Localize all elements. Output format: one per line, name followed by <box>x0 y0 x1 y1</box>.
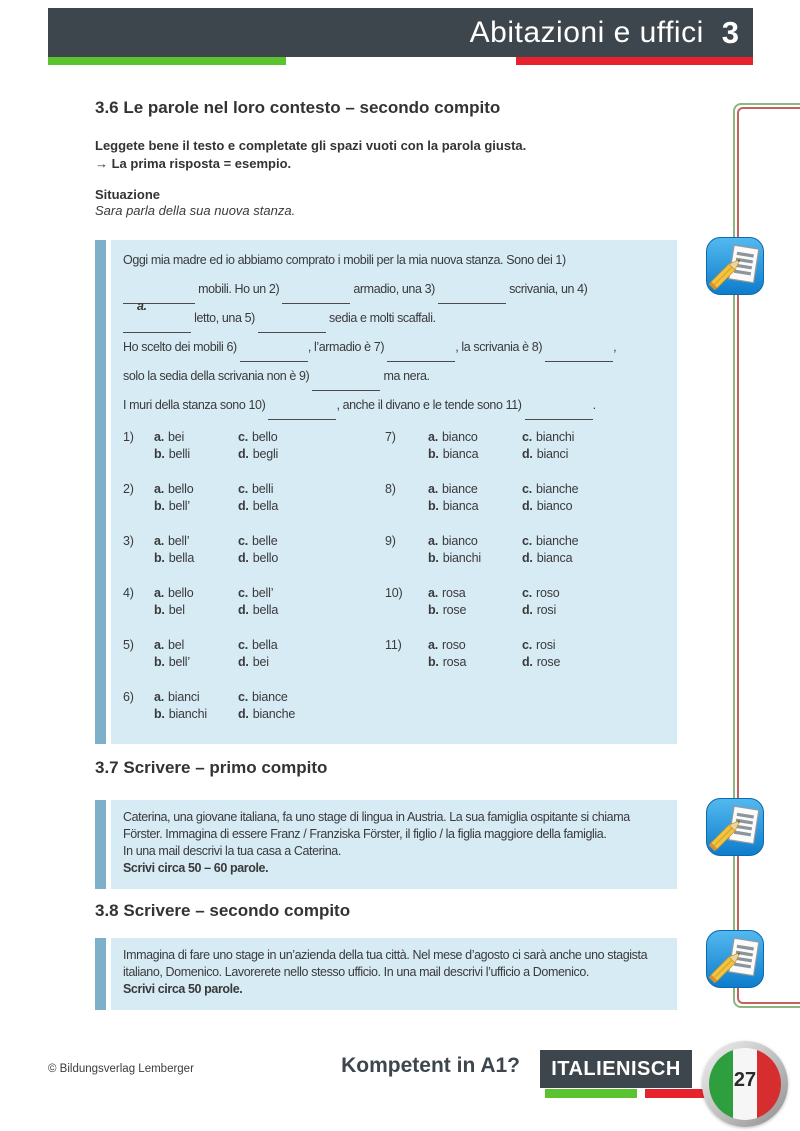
answer-blank <box>545 350 613 363</box>
option-line <box>154 585 238 602</box>
option-line <box>428 533 522 550</box>
situation-label: Situazione <box>95 187 161 202</box>
option-word: roso <box>442 638 466 652</box>
paragraph-text: I muri della stanza sono 10) <box>123 398 269 412</box>
option-group-cd <box>522 585 560 619</box>
option-word: bianchi <box>168 707 207 721</box>
option-line <box>238 689 295 706</box>
series-title: Kompetent in A1? <box>341 1054 520 1077</box>
option-line <box>522 498 578 515</box>
option-word: belli <box>168 447 190 461</box>
option-item <box>385 585 669 619</box>
task-text-line: Caterina, una giovane italiana, fa uno stage di lingua in Austria. La sua famiglia ospitante si chiama <box>123 810 630 824</box>
option-letter: b. <box>154 551 165 565</box>
copyright-text: © Bildungsverlag Lemberger <box>48 1063 194 1075</box>
instruction-line: → La prima risposta = esempio. <box>95 156 292 171</box>
option-line <box>154 550 238 567</box>
option-line <box>154 481 238 498</box>
option-word: bianca <box>442 499 479 513</box>
option-word: bel <box>168 638 185 652</box>
option-letter: c. <box>522 430 533 444</box>
option-letter: d. <box>522 447 533 461</box>
option-line <box>522 654 560 671</box>
option-item <box>123 637 385 671</box>
option-line <box>238 550 278 567</box>
option-line <box>428 446 522 463</box>
option-number: 3) <box>123 534 134 548</box>
option-letter: c. <box>238 586 249 600</box>
instruction-line: Leggete bene il testo e completate gli spazi vuoti con la parola giusta. <box>95 138 527 153</box>
task-box-37 <box>95 800 677 889</box>
answer-blank <box>282 292 350 305</box>
option-letter: d. <box>522 603 533 617</box>
option-line <box>238 706 295 723</box>
option-item <box>123 585 385 619</box>
option-letter: b. <box>154 603 165 617</box>
option-line <box>522 481 578 498</box>
option-word: bella <box>168 551 195 565</box>
answer-blank <box>268 408 336 421</box>
paragraph-text: scrivania, un 4) <box>506 282 588 296</box>
option-line <box>238 429 278 446</box>
answer-blank <box>525 408 593 421</box>
option-word: bell’ <box>168 534 190 548</box>
exercise-box-36 <box>95 240 677 744</box>
option-line <box>154 637 238 654</box>
option-word: rosa <box>442 586 466 600</box>
option-word: bianchi <box>536 430 575 444</box>
options-column-left <box>123 429 385 741</box>
task-word-count: Scrivi circa 50 – 60 parole. <box>123 861 269 875</box>
option-item <box>385 481 669 515</box>
option-item <box>123 481 385 515</box>
option-group-ab <box>428 481 522 515</box>
paragraph-text: , la scrivania è 8) <box>455 340 546 354</box>
box-accent-stripe <box>95 800 106 889</box>
option-word: bei <box>252 655 269 669</box>
option-line <box>428 602 522 619</box>
option-group-ab <box>154 429 238 463</box>
badge-green-bar <box>545 1089 637 1098</box>
option-line <box>428 637 522 654</box>
option-letter: b. <box>154 447 165 461</box>
option-word: bei <box>168 430 185 444</box>
option-letter: a. <box>428 430 439 444</box>
option-line <box>428 429 522 446</box>
option-line <box>522 550 578 567</box>
paragraph-line <box>123 391 669 420</box>
paragraph-text: ma nera. <box>380 369 430 383</box>
option-letter: b. <box>428 551 439 565</box>
answer-blank <box>240 350 308 363</box>
paragraph-line <box>123 304 669 333</box>
option-word: bianche <box>536 482 579 496</box>
option-item <box>123 533 385 567</box>
header-red-bar <box>516 57 753 65</box>
option-letter: c. <box>238 690 249 704</box>
option-letter: c. <box>238 482 249 496</box>
option-word: rose <box>536 655 561 669</box>
page-number: 27 <box>733 1068 757 1091</box>
option-line <box>522 637 560 654</box>
option-word: bella <box>252 499 279 513</box>
cloze-paragraph <box>123 246 669 420</box>
answer-blank <box>258 321 326 334</box>
chapter-number: 3 <box>721 14 739 50</box>
option-word: bianco <box>442 430 478 444</box>
option-number: 5) <box>123 638 134 652</box>
option-word: bella <box>252 638 278 652</box>
option-line <box>238 446 278 463</box>
option-number: 6) <box>123 690 134 704</box>
paragraph-text: , l’armadio è 7) <box>307 340 388 354</box>
task-box-38 <box>95 938 677 1010</box>
option-group-ab <box>428 533 522 567</box>
paragraph-text: solo la sedia della scrivania non è 9) <box>123 369 313 383</box>
option-group-cd <box>522 429 574 463</box>
paragraph-text: , <box>613 340 617 354</box>
option-word: biance <box>252 690 288 704</box>
option-line <box>238 602 278 619</box>
option-word: bianca <box>442 447 479 461</box>
option-word: begli <box>252 447 279 461</box>
option-word: bell’ <box>168 655 190 669</box>
option-letter: a. <box>428 638 439 652</box>
option-group-cd <box>238 689 295 723</box>
option-letter: d. <box>238 447 249 461</box>
option-letter: d. <box>238 707 249 721</box>
option-letter: d. <box>522 499 533 513</box>
option-item <box>123 429 385 463</box>
paragraph-text: letto, una 5) <box>191 311 258 325</box>
option-word: bello <box>252 430 278 444</box>
option-word: bello <box>168 586 194 600</box>
section-36-instructions <box>95 137 526 173</box>
option-word: bel <box>168 603 185 617</box>
option-group-cd <box>238 585 278 619</box>
option-letter: c. <box>522 534 533 548</box>
option-line <box>238 585 278 602</box>
option-line <box>154 706 238 723</box>
option-letter: d. <box>238 603 249 617</box>
option-group-cd <box>522 481 578 515</box>
paragraph-line <box>123 333 669 362</box>
option-letter: c. <box>522 638 533 652</box>
option-letter: b. <box>428 447 439 461</box>
option-letter: c. <box>522 586 533 600</box>
option-line <box>428 550 522 567</box>
option-letter: a. <box>154 690 165 704</box>
pencil-note-icon <box>706 930 764 988</box>
option-group-cd <box>522 637 560 671</box>
task-text-line: Immagina di fare uno stage in un’azienda della tua città. Nel mese d’agosto ci sarà anche uno stagista <box>123 948 648 962</box>
answer-blank <box>123 321 191 334</box>
option-word: rosa <box>442 655 467 669</box>
option-word: roso <box>536 586 560 600</box>
option-item <box>385 637 669 671</box>
paragraph-line <box>123 246 669 275</box>
option-line <box>238 481 278 498</box>
option-word: bianci <box>168 690 200 704</box>
answer-blank <box>438 292 506 305</box>
option-letter: c. <box>522 482 533 496</box>
option-letter: b. <box>428 499 439 513</box>
paragraph-line <box>123 362 669 391</box>
task-box-content <box>111 938 677 1010</box>
option-line <box>154 654 238 671</box>
paragraph-text: Ho scelto dei mobili 6) <box>123 340 240 354</box>
box-accent-stripe <box>95 240 106 744</box>
option-letter: a. <box>428 482 439 496</box>
paragraph-text: Oggi mia madre ed io abbiamo comprato i mobili per la mia nuova stanza. Sono dei 1) <box>123 253 566 267</box>
paragraph-text: . <box>592 398 596 412</box>
header-green-bar <box>48 57 286 65</box>
options-column-right <box>385 429 669 741</box>
option-word: bianco <box>536 499 573 513</box>
option-letter: d. <box>238 551 249 565</box>
option-word: bianche <box>536 534 579 548</box>
option-line <box>522 602 560 619</box>
option-letter: d. <box>238 655 249 669</box>
option-line <box>522 533 578 550</box>
option-group-ab <box>428 429 522 463</box>
language-badge: ITALIENISCH <box>540 1050 692 1088</box>
option-line <box>238 533 278 550</box>
option-line <box>428 654 522 671</box>
option-word: bianchi <box>442 551 481 565</box>
option-word: belle <box>252 534 278 548</box>
option-letter: d. <box>522 551 533 565</box>
option-line <box>154 498 238 515</box>
example-answer-label: a. <box>137 298 147 313</box>
option-letter: b. <box>428 603 439 617</box>
option-word: biance <box>442 482 478 496</box>
paragraph-text: mobili. Ho un 2) <box>195 282 283 296</box>
option-line <box>238 498 278 515</box>
paragraph-text: , anche il divano e le tende sono 11) <box>336 398 525 412</box>
option-letter: d. <box>522 655 533 669</box>
pencil-note-icon <box>706 237 764 295</box>
page-title: Abitazioni e uffici <box>469 15 704 49</box>
option-line <box>154 429 238 446</box>
option-group-ab <box>154 637 238 671</box>
option-number: 1) <box>123 430 134 444</box>
option-line <box>154 446 238 463</box>
option-group-ab <box>154 533 238 567</box>
option-line <box>238 654 277 671</box>
option-group-cd <box>238 481 278 515</box>
option-word: bianche <box>252 707 296 721</box>
option-word: bello <box>168 482 194 496</box>
option-number: 11) <box>385 638 402 652</box>
pencil-note-icon <box>706 798 764 856</box>
option-letter: a. <box>428 586 439 600</box>
answer-blank <box>387 350 455 363</box>
option-item <box>385 533 669 567</box>
option-word: bianca <box>536 551 573 565</box>
option-number: 10) <box>385 586 403 600</box>
option-line <box>522 429 574 446</box>
option-number: 4) <box>123 586 134 600</box>
option-group-cd <box>522 533 578 567</box>
option-letter: a. <box>428 534 439 548</box>
exercise-box-content <box>111 240 677 744</box>
option-number: 9) <box>385 534 396 548</box>
option-letter: a. <box>154 638 165 652</box>
option-letter: b. <box>428 655 439 669</box>
option-letter: a. <box>154 430 165 444</box>
option-word: bianco <box>442 534 478 548</box>
task-word-count: Scrivi circa 50 parole. <box>123 982 243 996</box>
option-word: rosi <box>536 638 556 652</box>
option-line <box>154 602 238 619</box>
paragraph-line <box>123 275 669 313</box>
option-group-ab <box>428 637 522 671</box>
option-letter: a. <box>154 482 165 496</box>
box-accent-stripe <box>95 938 106 1010</box>
option-group-cd <box>238 637 277 671</box>
option-line <box>238 637 277 654</box>
option-word: bello <box>252 551 279 565</box>
task-text-line: Förster. Immagina di essere Franz / Franziska Förster, il figlio / la figlia maggiore della famiglia. <box>123 827 607 841</box>
option-number: 8) <box>385 482 396 496</box>
section-36-heading: 3.6 Le parole nel loro contesto – secondo compito <box>95 98 501 117</box>
option-word: belli <box>252 482 274 496</box>
task-text-line: italiano, Domenico. Lavorerete nello stesso ufficio. In una mail descrivi l’ufficio a Domenico. <box>123 965 589 979</box>
option-line <box>522 585 560 602</box>
option-group-ab <box>154 689 238 723</box>
section-37-heading: 3.7 Scrivere – primo compito <box>95 758 328 777</box>
section-38-heading: 3.8 Scrivere – secondo compito <box>95 901 351 920</box>
option-word: bell’ <box>168 499 190 513</box>
option-line <box>522 446 574 463</box>
situation-text: Sara parla della sua nuova stanza. <box>95 203 296 218</box>
option-word: rose <box>442 603 467 617</box>
answer-blank <box>312 379 380 392</box>
option-group-ab <box>154 481 238 515</box>
option-letter: b. <box>154 655 165 669</box>
option-group-ab <box>428 585 522 619</box>
page-number-medal <box>702 1041 788 1127</box>
option-item <box>123 689 385 723</box>
option-group-cd <box>238 429 278 463</box>
option-letter: b. <box>154 707 165 721</box>
option-letter: c. <box>238 534 249 548</box>
task-text-line: In una mail descrivi la tua casa a Caterina. <box>123 844 341 858</box>
options-grid <box>123 429 669 741</box>
option-group-ab <box>154 585 238 619</box>
option-number: 7) <box>385 430 396 444</box>
option-letter: a. <box>154 586 165 600</box>
paragraph-text: armadio, una 3) <box>350 282 438 296</box>
header-bar <box>48 8 753 57</box>
italian-flag-icon <box>709 1048 781 1120</box>
option-line <box>428 498 522 515</box>
option-word: bianci <box>536 447 569 461</box>
option-letter: b. <box>154 499 165 513</box>
option-line <box>154 689 238 706</box>
option-letter: a. <box>154 534 165 548</box>
task-box-content <box>111 800 677 889</box>
option-letter: d. <box>238 499 249 513</box>
option-line <box>428 481 522 498</box>
option-letter: c. <box>238 638 249 652</box>
paragraph-text: sedia e molti scaffali. <box>325 311 436 325</box>
option-group-cd <box>238 533 278 567</box>
option-letter: c. <box>238 430 249 444</box>
option-word: bella <box>252 603 279 617</box>
option-word: bell’ <box>252 586 274 600</box>
option-item <box>385 429 669 463</box>
option-line <box>428 585 522 602</box>
option-word: rosi <box>536 603 557 617</box>
option-number: 2) <box>123 482 134 496</box>
example-answer-blank <box>123 292 195 313</box>
option-line <box>154 533 238 550</box>
